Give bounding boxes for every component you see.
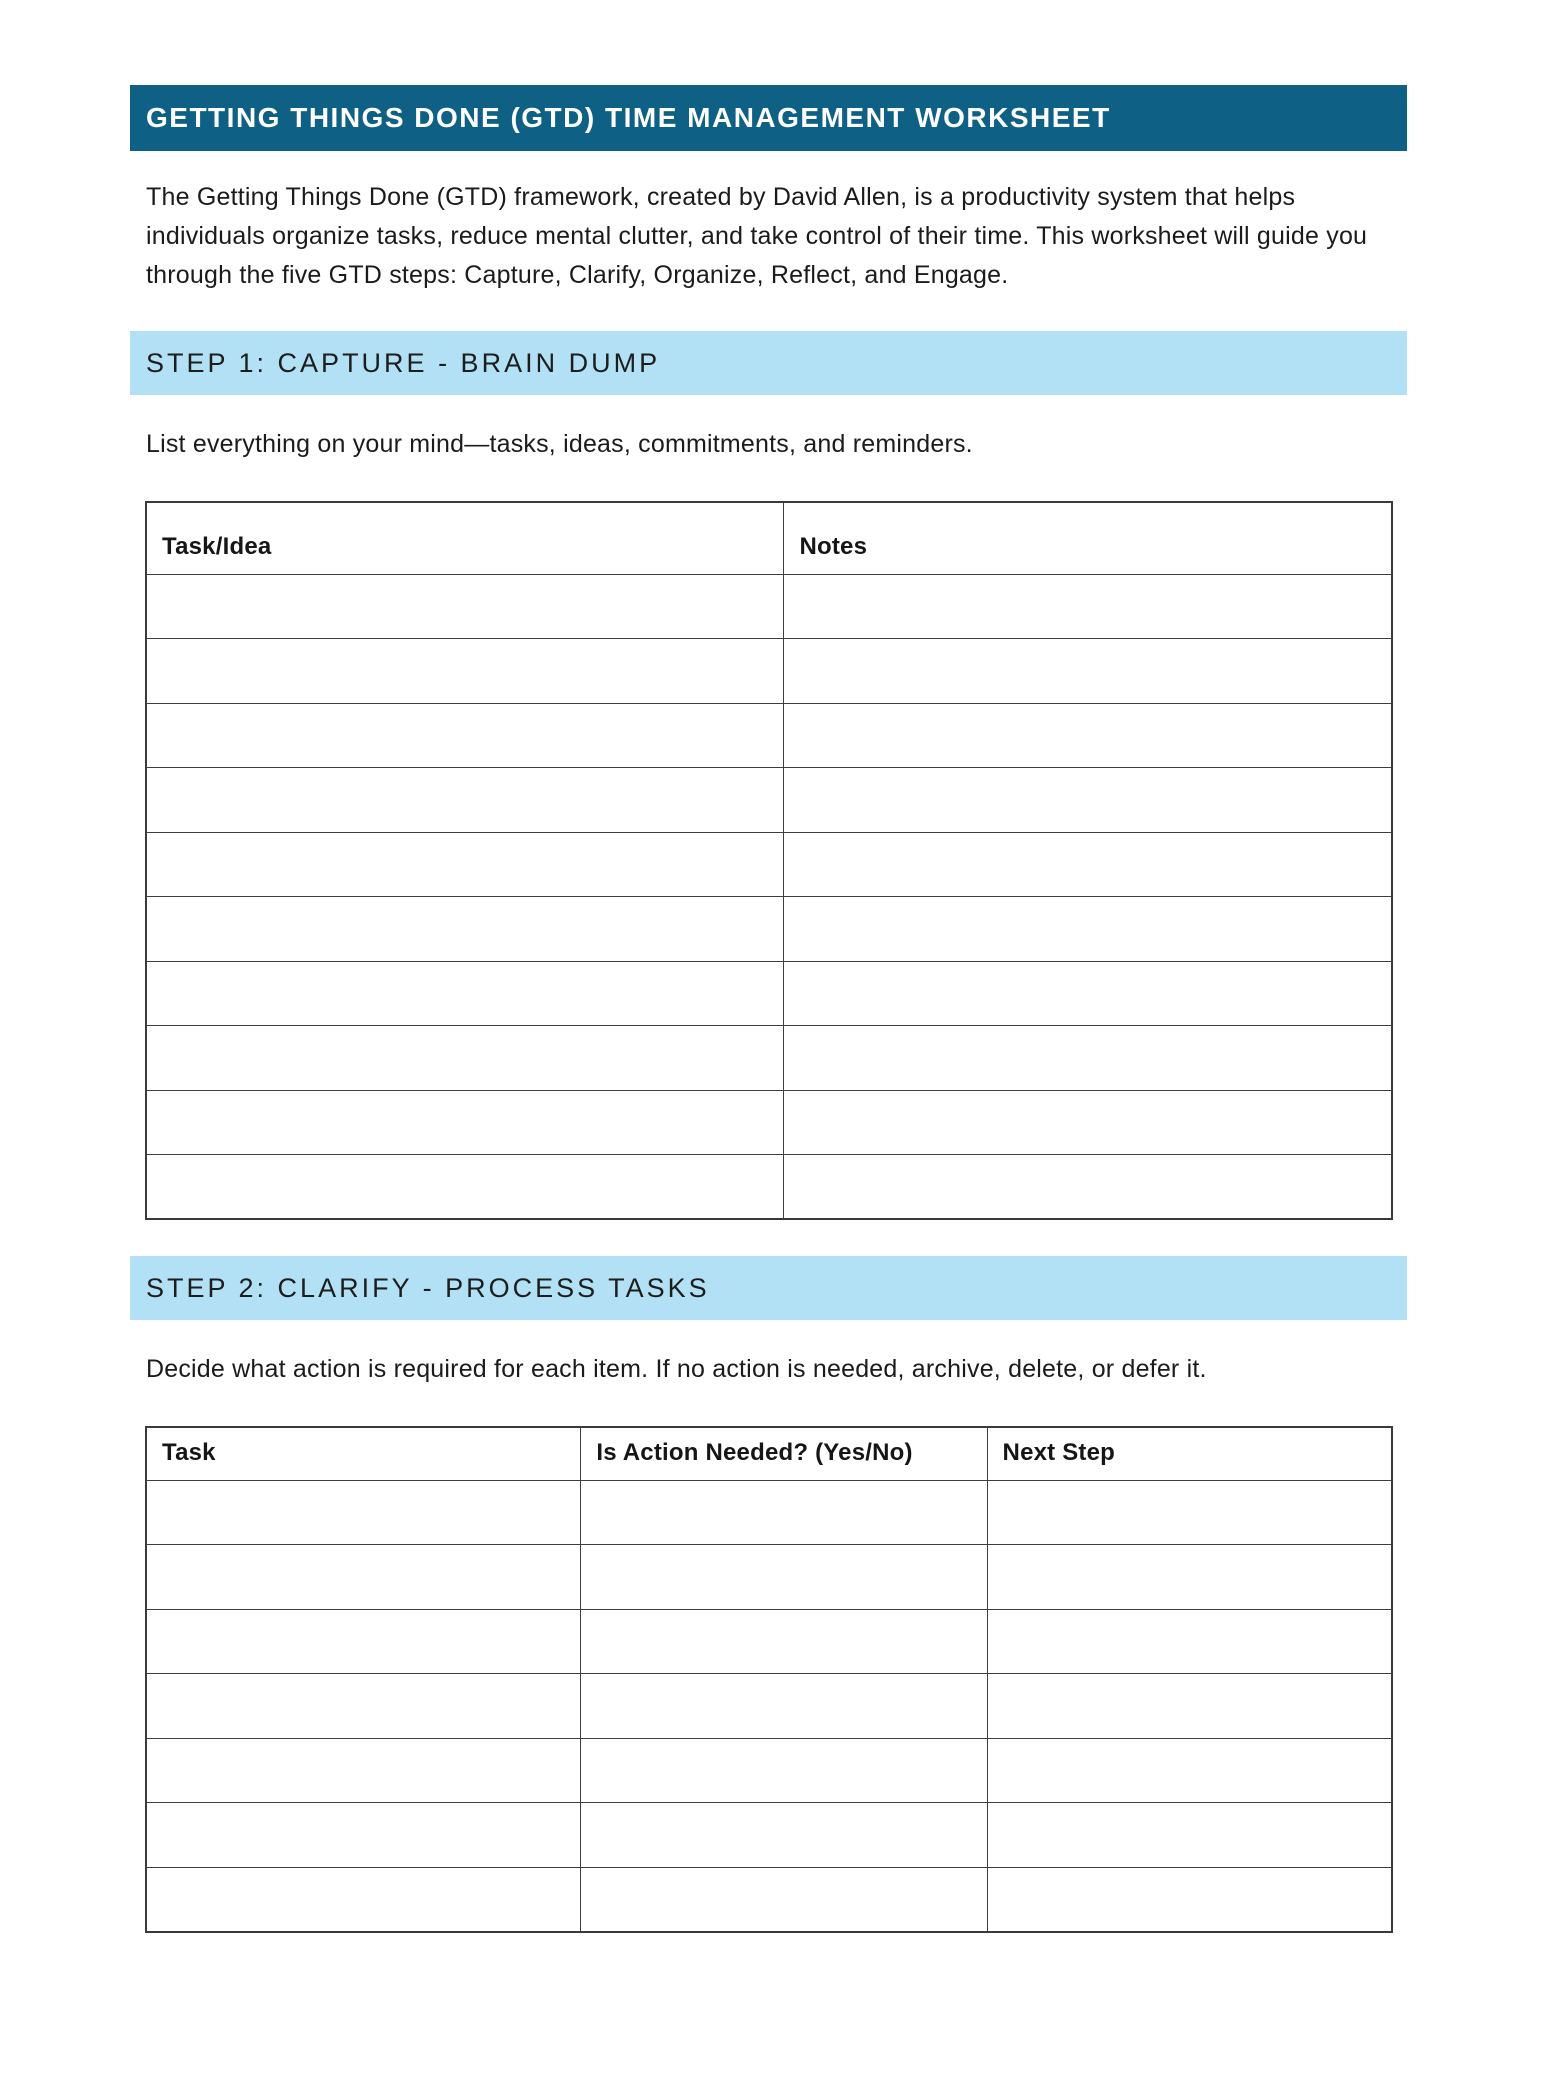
- clarify-table-header-row: [146, 1427, 1392, 1480]
- table-cell-empty[interactable]: [581, 1803, 987, 1868]
- table-cell-empty[interactable]: [581, 1609, 987, 1674]
- table-cell-empty[interactable]: [146, 1609, 581, 1674]
- table-cell-empty[interactable]: [146, 897, 784, 962]
- table-row: [146, 703, 1392, 768]
- table-cell-empty[interactable]: [784, 1026, 1392, 1091]
- table-cell-empty[interactable]: [146, 1155, 784, 1220]
- table-cell-empty[interactable]: [784, 1090, 1392, 1155]
- table-cell-empty[interactable]: [987, 1803, 1392, 1868]
- worksheet-page: [130, 85, 1407, 1933]
- column-header-notes: Notes: [784, 502, 1392, 574]
- table-cell-empty[interactable]: [987, 1480, 1392, 1545]
- table-row: [146, 1090, 1392, 1155]
- table-cell-empty[interactable]: [146, 703, 784, 768]
- table-cell-empty[interactable]: [146, 1480, 581, 1545]
- capture-table: [145, 501, 1393, 1220]
- step-2-heading: STEP 2: CLARIFY - PROCESS TASKS: [146, 1272, 710, 1303]
- table-row: [146, 1545, 1392, 1610]
- table-cell-empty[interactable]: [784, 897, 1392, 962]
- section-step-2-clarify: [130, 1256, 1407, 1933]
- table-cell-empty[interactable]: [987, 1867, 1392, 1932]
- table-row: [146, 1026, 1392, 1091]
- table-cell-empty[interactable]: [146, 1674, 581, 1739]
- table-row: [146, 768, 1392, 833]
- table-cell-empty[interactable]: [146, 1803, 581, 1868]
- table-row: [146, 1867, 1392, 1932]
- table-row: [146, 639, 1392, 704]
- table-cell-empty[interactable]: [784, 768, 1392, 833]
- table-cell-empty[interactable]: [146, 768, 784, 833]
- table-row: [146, 1674, 1392, 1739]
- table-cell-empty[interactable]: [784, 1155, 1392, 1220]
- section-step-1-capture: [130, 331, 1407, 1220]
- table-cell-empty[interactable]: [987, 1609, 1392, 1674]
- table-cell-empty[interactable]: [581, 1867, 987, 1932]
- table-cell-empty[interactable]: [146, 1545, 581, 1610]
- step-1-heading-banner: [130, 331, 1407, 395]
- column-header-task: Task: [146, 1427, 581, 1480]
- step-1-description: List everything on your mind—tasks, ideas, commitments, and reminders.: [146, 430, 973, 458]
- table-cell-empty[interactable]: [784, 703, 1392, 768]
- table-row: [146, 961, 1392, 1026]
- table-cell-empty[interactable]: [146, 574, 784, 639]
- table-cell-empty[interactable]: [784, 961, 1392, 1026]
- table-cell-empty[interactable]: [581, 1674, 987, 1739]
- table-cell-empty[interactable]: [784, 639, 1392, 704]
- step-2-description: Decide what action is required for each item. If no action is needed, archive, delete, or defer it.: [146, 1355, 1207, 1383]
- table-cell-empty[interactable]: [987, 1545, 1392, 1610]
- table-cell-empty[interactable]: [581, 1738, 987, 1803]
- step-1-heading: STEP 1: CAPTURE - BRAIN DUMP: [146, 347, 661, 378]
- table-cell-empty[interactable]: [784, 574, 1392, 639]
- table-cell-empty[interactable]: [987, 1738, 1392, 1803]
- table-cell-empty[interactable]: [146, 1738, 581, 1803]
- page-title: GETTING THINGS DONE (GTD) TIME MANAGEMENT WORKSHEET: [146, 102, 1111, 133]
- intro-paragraph: The Getting Things Done (GTD) framework, created by David Allen, is a productivity system that helps individuals organize tasks, reduce mental clutter, and take control of their time. This worksheet will guide you through the five GTD steps: Capture, Clarify, Organize, Reflect, and Engage.: [146, 183, 1368, 289]
- column-header-is-action-needed: Is Action Needed? (Yes/No): [581, 1427, 987, 1480]
- table-row: [146, 574, 1392, 639]
- table-row: [146, 1155, 1392, 1220]
- table-cell-empty[interactable]: [146, 832, 784, 897]
- table-cell-empty[interactable]: [146, 1867, 581, 1932]
- table-cell-empty[interactable]: [146, 961, 784, 1026]
- table-row: [146, 1803, 1392, 1868]
- column-header-task-idea: Task/Idea: [146, 502, 784, 574]
- table-cell-empty[interactable]: [146, 639, 784, 704]
- table-row: [146, 897, 1392, 962]
- column-header-next-step: Next Step: [987, 1427, 1392, 1480]
- table-cell-empty[interactable]: [146, 1026, 784, 1091]
- table-cell-empty[interactable]: [581, 1480, 987, 1545]
- clarify-table: [145, 1426, 1393, 1933]
- title-banner: [130, 85, 1407, 151]
- table-row: [146, 1609, 1392, 1674]
- table-row: [146, 1480, 1392, 1545]
- table-cell-empty[interactable]: [146, 1090, 784, 1155]
- table-row: [146, 832, 1392, 897]
- table-cell-empty[interactable]: [987, 1674, 1392, 1739]
- step-2-heading-banner: [130, 1256, 1407, 1320]
- capture-table-header-row: [146, 502, 1392, 574]
- table-row: [146, 1738, 1392, 1803]
- table-cell-empty[interactable]: [581, 1545, 987, 1610]
- table-cell-empty[interactable]: [784, 832, 1392, 897]
